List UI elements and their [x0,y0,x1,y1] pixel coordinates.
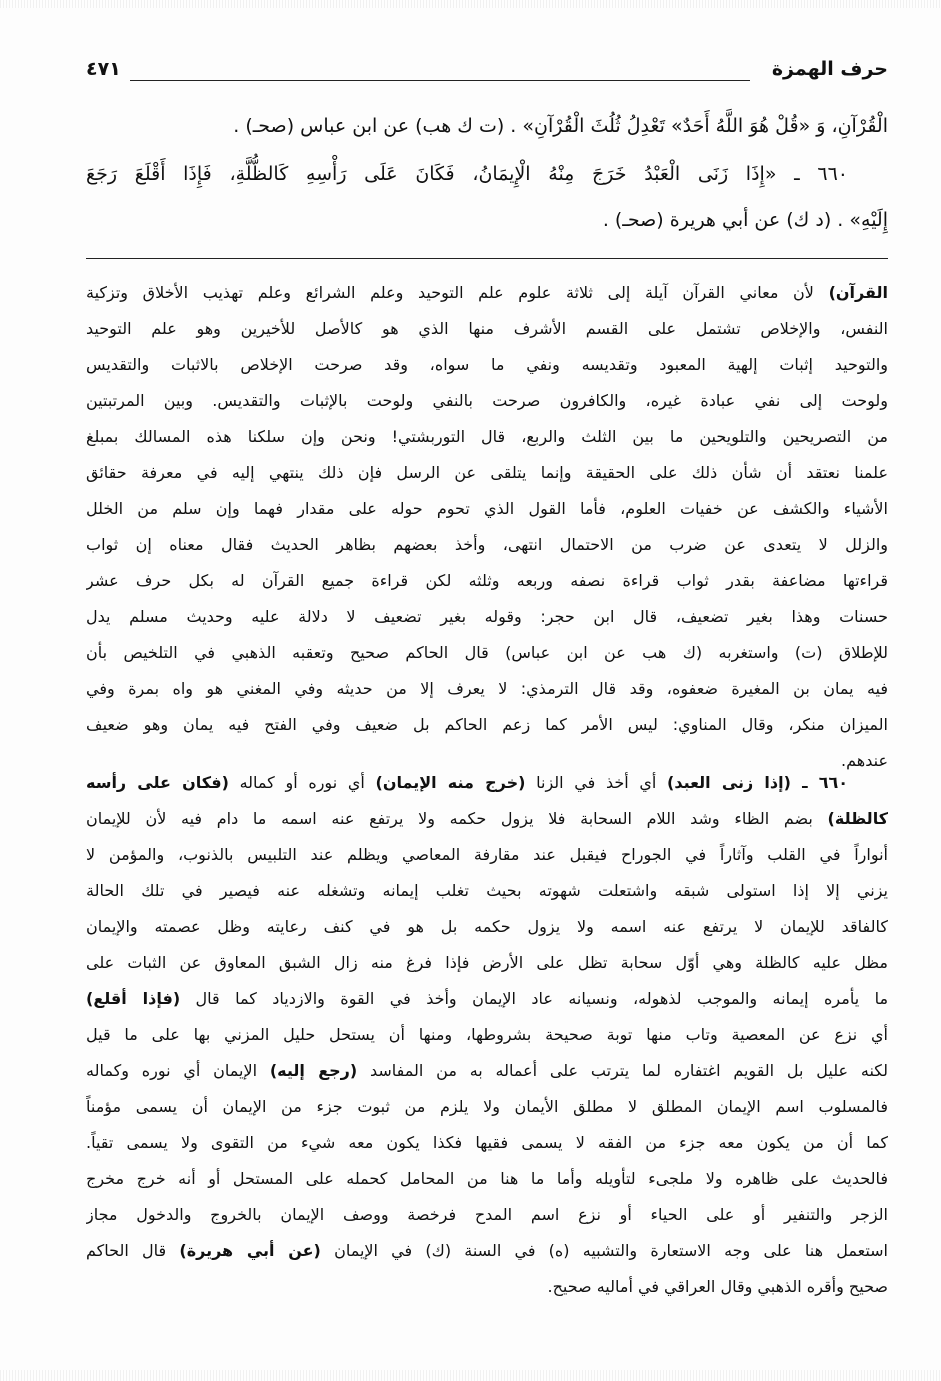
bold-lemma: (رجع إليه) [269,1061,358,1080]
bold-lemma: (فكان على رأسه [86,773,229,792]
text-segment: استعمل هنا على وجه الاستعارة والتشبيه (ه) في السنة (ك) في الإيمان [320,1241,888,1260]
text-line [86,837,888,873]
text-segment: النفس، والإخلاص تشتمل على القسم الأشرف منها الذي هو كالأصل للأخيرين وهو علم التوحيد [86,319,888,338]
text-segment: أي نوره أو كماله [228,773,376,792]
text-line [86,383,888,419]
text-line [86,1089,888,1125]
hadith-text [86,102,888,242]
text-segment: لأن معاني القرآن آيلة إلى ثلاثة علوم علم التوحيد وعلم الشرائع وعلم تهذيب الأخلاق وتزكية [86,283,829,302]
text-line [86,1017,888,1053]
bold-lemma: القرآن) [828,283,888,302]
bold-lemma: (فإذا أقلع) [86,989,181,1008]
text-line [86,347,888,383]
header-rule [130,80,750,81]
text-line [86,563,888,599]
text-line [86,1161,888,1197]
bold-lemma: (عن أبي هريرة) [179,1241,321,1260]
text-segment: ما يأمره إيمانه والموجب لذهوله، ونسيانه عاد الإيمان وأخذ في القوة والازدياد كما قال [180,989,888,1008]
scan-edge-bottom [0,1370,941,1381]
text-segment: للإطلاق (ت) واستغربه (ك هب عن ابن عباس) قال الحاكم صحيح وتعقبه الذهبي في التلخيص بأن [86,643,888,662]
commentary-paragraph [86,275,888,779]
text-segment: أي نزع عن المعصية وتاب منها توبة صحيحة بشروطها، ومنها أن يستحل حليل المزني بها على ما قيل [86,1025,888,1044]
text-line [86,707,888,743]
text-segment: فيه يمان بن المغيرة ضعفوه، وقد قال الترمذي: لا يعرف إلا من حديثه وفي المغني هو واه بمرة وفي [86,679,888,698]
text-segment: من التصريحين والتلويحين ما بين الثلث والربع، قال التوربشتي! ونحن وإن سلكنا هذه المسالك بمبلغ [86,427,888,446]
bold-lemma: ٦٦٠ ـ (إذا زنى العبد) [667,773,849,792]
text-line [86,1053,888,1089]
footnote-separator [86,258,888,259]
text-segment: والزلل لا يتعدى عن ضرب من الاحتمال انتهى، وأخذ بعضهم بظاهر الحديث فقال معناه إن ثواب [86,535,888,554]
text-line [86,275,888,311]
text-segment: بضم الظاء وشد اللام السحابة فلا يزول حكمه ولا يرتفع عنه اسمه ما دام فيه لأن للإيمان [86,809,828,828]
text-line [86,1197,888,1233]
text-line [86,945,888,981]
text-line [86,1125,888,1161]
page-number: ٤٧١ [86,58,121,80]
scan-edge-top [0,0,941,8]
text-line [86,491,888,527]
text-line [86,671,888,707]
text-line [86,599,888,635]
text-line [86,873,888,909]
text-line [86,455,888,491]
text-segment: أي أخذ في الزنا [525,773,668,792]
text-segment: يزني إلا إذا استولى شبقه واشتعلت شهوته بحيث تغلب إيمانه وتشغله عنه فيصير في تلك الحالة [86,881,888,900]
bold-lemma: (خرج منه الإيمان) [375,773,526,792]
text-segment: حسنات وهذا بغير تضعيف، قال ابن حجر: وقوله بغير تضعيف لا دلالة عليه وحديث مسلم يدل [86,607,888,626]
text-segment: قراءتها مضاعفة بقدر ثواب قراءة نصفه وربعه وثلثه لكن قراءة جميع القرآن له بكل حرف عشر [86,571,888,590]
commentary-paragraph [86,765,888,1305]
text-segment: علمنا نعتقد أن شأن ذلك على الحقيقة وإنما يتلقى عن الرسل فإن ذلك ينتهي إليه في معرفة حقائق [86,463,888,482]
text-segment: لكنه عليل بل القويم اغتفاره لما يترتب على أعماله به من المفاسد [357,1061,888,1080]
text-segment: إِلَيْهِ» . (د ك) عن أبي هريرة (صحـ) . [602,209,888,231]
text-line [86,981,888,1017]
bold-lemma: كالظلة) [827,809,888,828]
text-line [86,1233,888,1269]
text-segment: كالفاقد للإيمان لا يرتفع عنه اسمه ولا يزول حكمه بل هو في كنف رعايته وظل عصمته والإيمان [86,917,888,936]
text-segment: فالمسلوب اسم الإيمان المطلق لا مطلق الأيمان ولا يلزم من ثبوت جزء من الإيمان أن يسمى مؤمناً [86,1097,888,1116]
text-segment: ٦٦٠ ـ «إِذَا زَنَى الْعَبْدُ خَرَجَ مِنْهُ الْإِيمَانُ، فَكَانَ عَلَى رَأْسِهِ كَالظُّلَّةِ، فَإِذَا أَقْلَعَ رَجَعَ [86,163,848,185]
text-line [86,311,888,347]
text-line [86,801,888,837]
text-segment: عندهم. [841,751,888,770]
text-line [86,419,888,455]
text-segment: والتوحيد إثبات إلهية المعبود وتقديسه ونفي ما سواه، وقد صرحت الإخلاص بالاثبات والتقديس [86,355,888,374]
text-line [86,765,888,801]
text-segment: كما أن من يكون معه جزء من الفقه لا يسمى فقيها فكذا يكون معه شيء من التقوى ولا يسمى تقياً. [86,1133,888,1152]
text-segment: قال الحاكم [86,1241,180,1260]
text-segment: الميزان منكر، وقال المناوي: ليس الأمر كما زعم الحاكم بل ضعيف وفي الفتح فيه يمان وهو ضعيف [86,715,888,734]
text-segment: مظل عليه كالظلة وهي أوّل سحابة تظل على الأرض فإذا فرغ منه زال الشبق المعاوق عن الثبات على [86,953,888,972]
text-line [86,527,888,563]
text-line [86,909,888,945]
chapter-title: حرف الهمزة [771,58,888,80]
text-segment: أنواراً في القلب وآثاراً في الجوراح فيقبل عند مقارفة المعاصي ويظلم عند التلبيس بالذنوب، والمؤمن لا [86,845,888,864]
text-segment: الْقُرْآنِ، وَ «قُلْ هُوَ اللَّهُ أَحَدٌ» تَعْدِلُ ثُلُثَ الْقُرْآنِ» . (ت ك هب) عن ابن عباس (صحـ) . [233,115,888,137]
text-segment: ولوحت إلى نفي عبادة غيره، والكافرون صرحت بالنفي ولوحت بالإثبات والتقديس. وبين المرتبتين [86,391,888,410]
text-line [86,635,888,671]
text-segment: صحيح وأقره الذهبي وقال العراقي في أماليه صحيح. [547,1277,888,1296]
running-header [86,58,888,88]
text-line [86,102,888,150]
text-segment: الزجر والتنفير أو على الحياء أو نزع اسم المدح فرخصة ووصف الإيمان بالخروج والدخول مجاز [86,1205,888,1224]
text-line [86,150,888,198]
text-line [86,1269,888,1305]
text-segment: فالحديث على ظاهره ولا ملجىء لتأويله وأما ما هنا من المحامل كحمله على المستحل أو أنه خرج مخرج [86,1169,888,1188]
text-line [86,198,888,242]
text-segment: الإيمان أي نوره وكماله [86,1061,270,1080]
text-segment: الأشياء والكشف عن خفيات العلوم، فأما القول الذي تحوم حوله على مقدار فهما وإن سلم من الخلل [86,499,888,518]
